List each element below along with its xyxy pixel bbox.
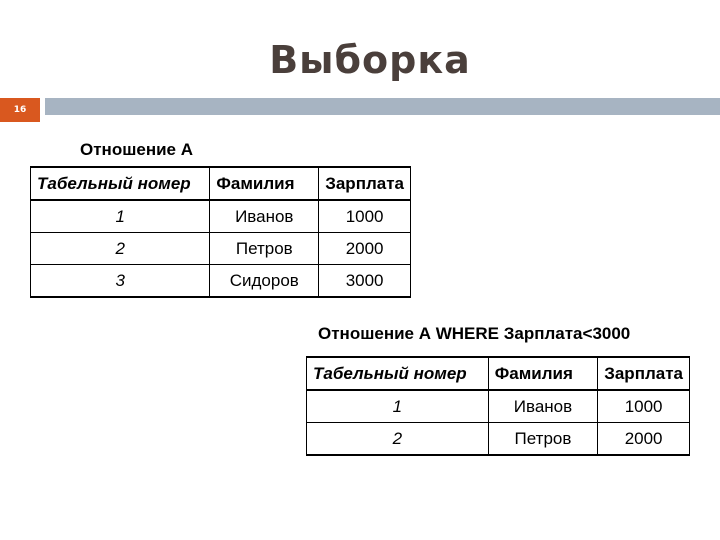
table-row xyxy=(31,200,411,233)
slide-title: Выборка xyxy=(269,38,471,82)
column-header-salary: Зарплата xyxy=(598,357,690,390)
table-header-row xyxy=(31,167,411,200)
cell-salary: 1000 xyxy=(319,200,411,233)
cell-tab-number: 1 xyxy=(307,390,489,423)
cell-surname: Иванов xyxy=(488,390,597,423)
relation-a-table xyxy=(30,166,411,298)
cell-surname: Сидоров xyxy=(210,265,319,298)
cell-tab-number: 1 xyxy=(31,200,210,233)
table-row xyxy=(307,390,690,423)
column-header-tab-number: Табельный номер xyxy=(307,357,489,390)
cell-tab-number: 2 xyxy=(307,423,489,456)
cell-tab-number: 2 xyxy=(31,233,210,265)
column-header-surname: Фамилия xyxy=(488,357,597,390)
table-header-row xyxy=(307,357,690,390)
cell-surname: Петров xyxy=(488,423,597,456)
relation-a-caption: Отношение А xyxy=(80,140,193,159)
table-row xyxy=(31,265,411,298)
table-row xyxy=(307,423,690,456)
relation-b-caption: Отношение А WHERE Зарплата<3000 xyxy=(318,324,631,343)
title-divider-bar xyxy=(45,98,720,115)
cell-salary: 2000 xyxy=(598,423,690,456)
column-header-tab-number: Табельный номер xyxy=(31,167,210,200)
cell-salary: 3000 xyxy=(319,265,411,298)
column-header-salary: Зарплата xyxy=(319,167,411,200)
column-header-surname: Фамилия xyxy=(210,167,319,200)
cell-salary: 2000 xyxy=(319,233,411,265)
cell-surname: Петров xyxy=(210,233,319,265)
relation-b-table xyxy=(306,356,690,456)
cell-salary: 1000 xyxy=(598,390,690,423)
page-number-badge: 16 xyxy=(0,98,40,122)
table-row xyxy=(31,233,411,265)
cell-tab-number: 3 xyxy=(31,265,210,298)
cell-surname: Иванов xyxy=(210,200,319,233)
